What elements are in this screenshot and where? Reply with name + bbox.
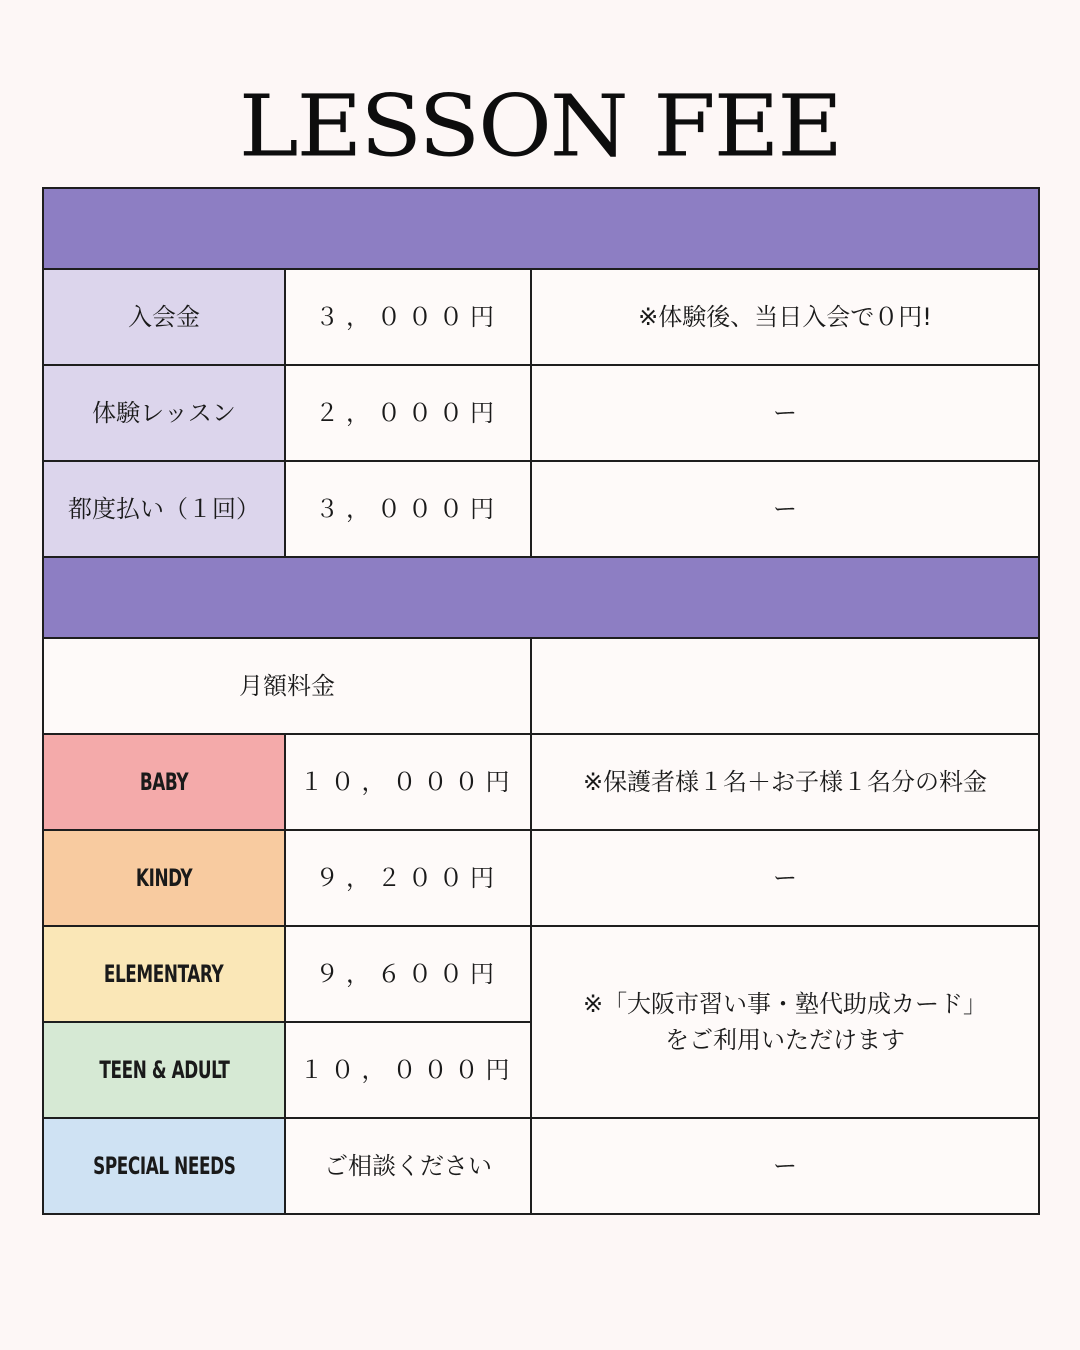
- plan-label-elementary: [43, 926, 285, 1022]
- plan-price-special-needs: ご相談ください: [285, 1118, 531, 1214]
- table-row: [43, 830, 1039, 926]
- fee-price-enrollment: ３，０００円: [285, 269, 531, 365]
- plan-price-teen-adult: １０，０００円: [285, 1022, 531, 1118]
- plan-note-baby: ※保護者様１名＋お子様１名分の料金: [531, 734, 1039, 830]
- plan-label-text: KINDY: [135, 864, 193, 892]
- plan-label-text: SPECIAL NEEDS: [92, 1152, 236, 1180]
- fee-price-trial: ２，０００円: [285, 365, 531, 461]
- section-band-cell: [43, 188, 1039, 269]
- lesson-fee-table: [42, 187, 1040, 1215]
- subsidy-note-line1: ※「大阪市習い事・塾代助成カード」: [582, 990, 988, 1018]
- table-row: [43, 365, 1039, 461]
- plan-label-text: TEEN & ADULT: [98, 1056, 230, 1084]
- plan-note-kindy: ー: [531, 830, 1039, 926]
- section-band-basic: [43, 188, 1039, 269]
- fee-note-trial: ー: [531, 365, 1039, 461]
- page-title: LESSON FEE: [238, 76, 842, 177]
- table-row: [43, 1118, 1039, 1214]
- fee-label-per-lesson: 都度払い（１回）: [43, 461, 285, 557]
- fee-price-per-lesson: ３，０００円: [285, 461, 531, 557]
- plan-label-kindy: [43, 830, 285, 926]
- table-row: [43, 269, 1039, 365]
- plan-note-special-needs: ー: [531, 1118, 1039, 1214]
- plan-note-subsidy-card: [531, 926, 1039, 1118]
- plan-label-baby: [43, 734, 285, 830]
- fee-note-per-lesson: ー: [531, 461, 1039, 557]
- section-band-monthly: [43, 557, 1039, 638]
- table-row: [43, 638, 1039, 734]
- fee-note-enrollment: ※体験後、当日入会で０円!: [531, 269, 1039, 365]
- plan-price-kindy: ９，２００円: [285, 830, 531, 926]
- table-row: [43, 926, 1039, 1022]
- plan-label-text: BABY: [139, 768, 189, 796]
- monthly-header-note: [531, 638, 1039, 734]
- plan-price-elementary: ９，６００円: [285, 926, 531, 1022]
- monthly-header: 月額料金: [43, 638, 531, 734]
- plan-label-special-needs: [43, 1118, 285, 1214]
- table-row: [43, 461, 1039, 557]
- table-row: [43, 734, 1039, 830]
- fee-label-trial: 体験レッスン: [43, 365, 285, 461]
- plan-price-baby: １０，０００円: [285, 734, 531, 830]
- subsidy-note-line2: をご利用いただけます: [665, 1026, 906, 1054]
- plan-label-text: ELEMENTARY: [104, 960, 224, 988]
- plan-label-teen-adult: [43, 1022, 285, 1118]
- fee-label-enrollment: 入会金: [43, 269, 285, 365]
- section-band-cell: [43, 557, 1039, 638]
